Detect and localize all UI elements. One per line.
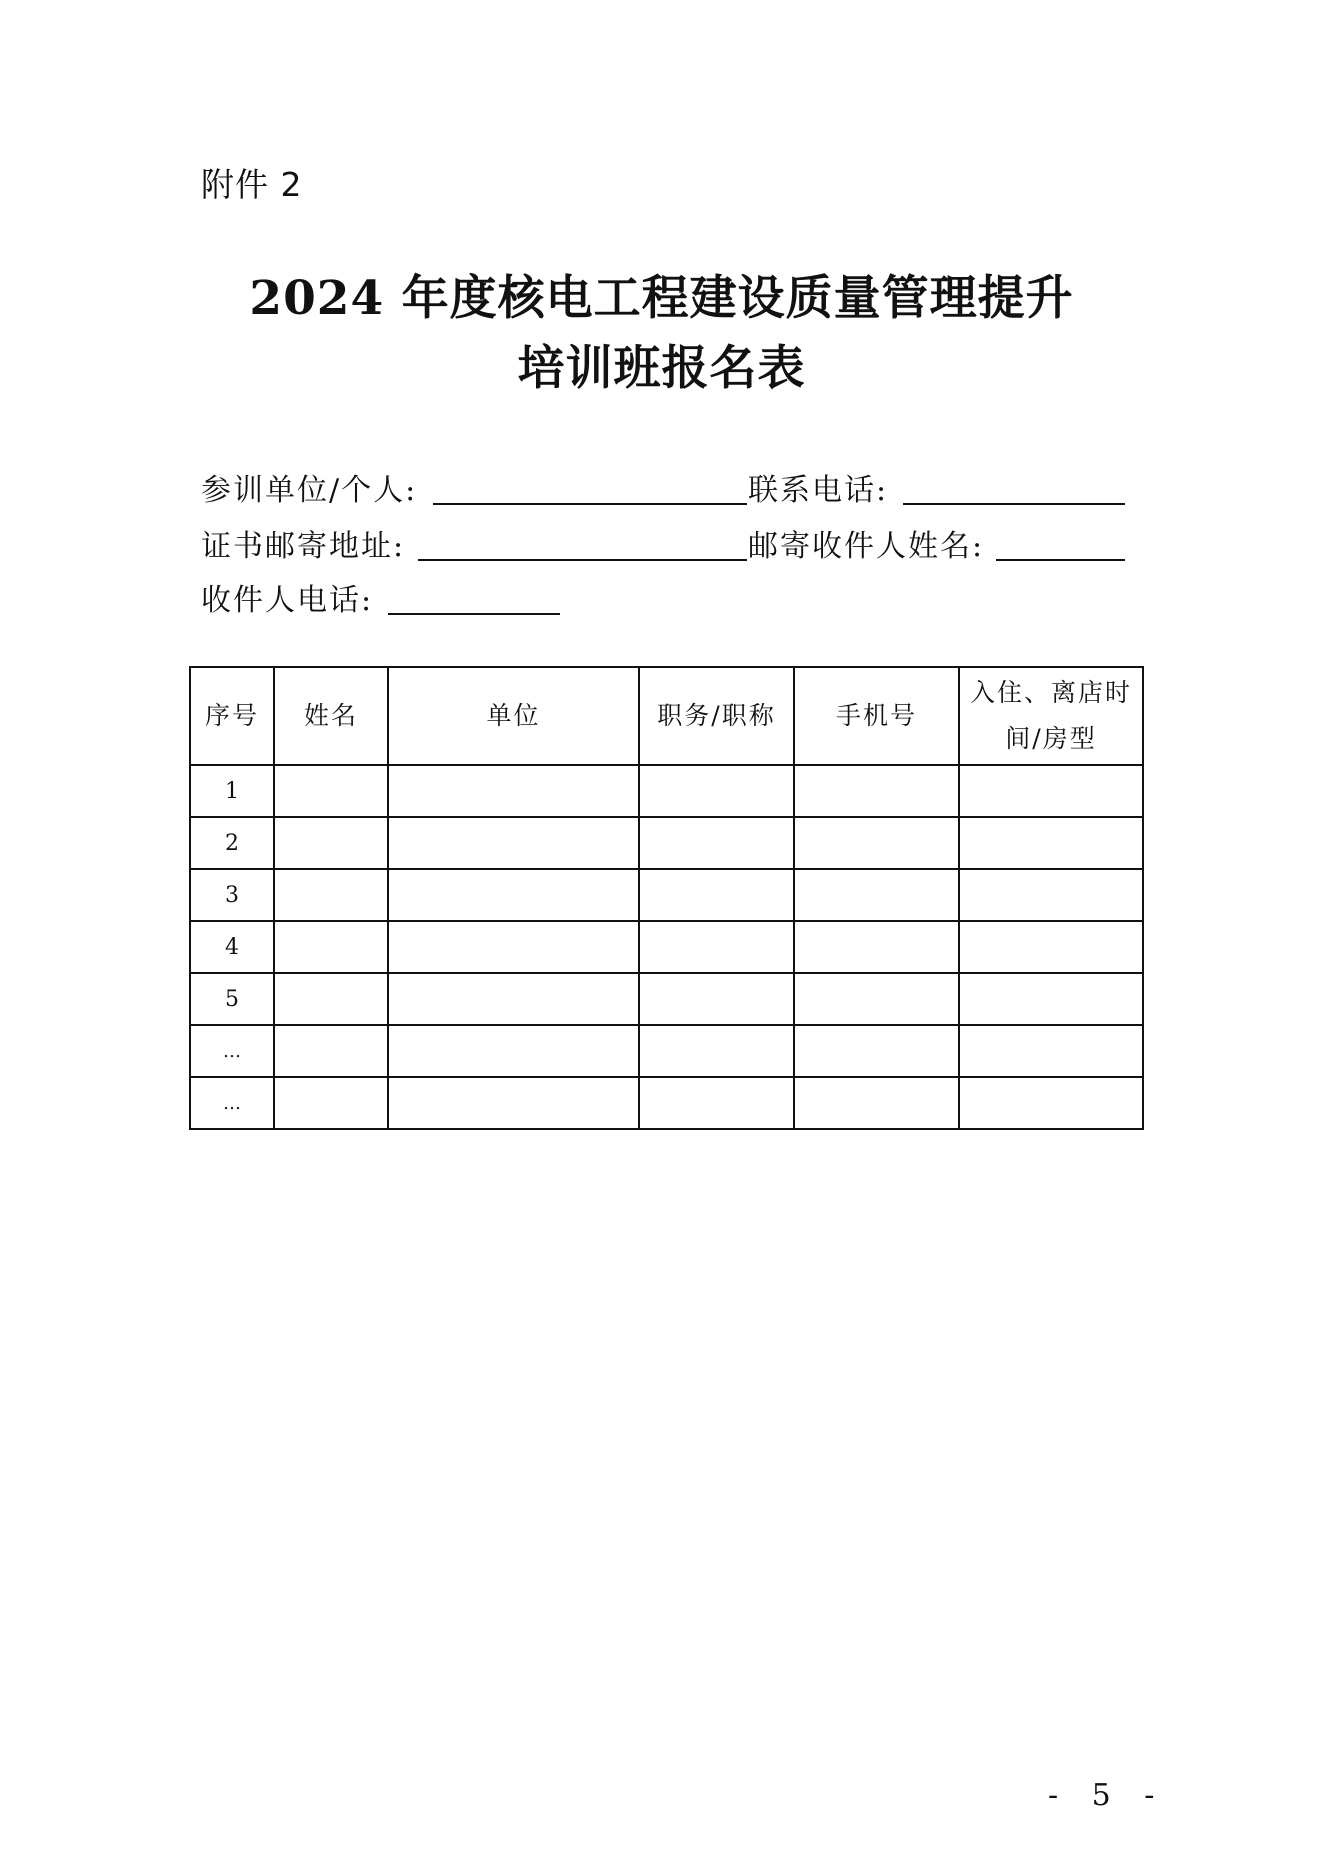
phone-input-line[interactable] xyxy=(903,503,1125,505)
cell-name[interactable] xyxy=(274,869,388,921)
header-name: 姓名 xyxy=(274,667,388,765)
unit-label: 参训单位/个人: xyxy=(201,473,418,508)
table-row xyxy=(190,973,1143,1025)
table-row xyxy=(190,921,1143,973)
recipient-phone-label: 收件人电话: xyxy=(201,583,374,618)
document-subtitle: 培训班报名表 xyxy=(517,341,806,396)
cell-name[interactable] xyxy=(274,1077,388,1129)
cell-mobile[interactable] xyxy=(794,817,959,869)
cell-checkin[interactable] xyxy=(959,869,1143,921)
cell-unit[interactable] xyxy=(388,869,639,921)
cell-name[interactable] xyxy=(274,817,388,869)
row-number: 3 xyxy=(190,869,274,921)
header-checkin: 入住、离店时间/房型 xyxy=(959,667,1143,765)
cell-checkin[interactable] xyxy=(959,765,1143,817)
header-position: 职务/职称 xyxy=(639,667,794,765)
cell-checkin[interactable] xyxy=(959,1077,1143,1129)
phone-label: 联系电话: xyxy=(748,473,889,508)
cell-unit[interactable] xyxy=(388,1077,639,1129)
cell-position[interactable] xyxy=(639,1077,794,1129)
table-row xyxy=(190,1025,1143,1077)
cell-mobile[interactable] xyxy=(794,973,959,1025)
cell-unit[interactable] xyxy=(388,817,639,869)
table-header-row xyxy=(190,667,1143,765)
cell-unit[interactable] xyxy=(388,765,639,817)
row-number: 1 xyxy=(190,765,274,817)
cell-checkin[interactable] xyxy=(959,921,1143,973)
row-number: 2 xyxy=(190,817,274,869)
cell-unit[interactable] xyxy=(388,921,639,973)
registration-table xyxy=(189,666,1144,1130)
row-number: 4 xyxy=(190,921,274,973)
cell-name[interactable] xyxy=(274,921,388,973)
cell-position[interactable] xyxy=(639,1025,794,1077)
row-number: … xyxy=(190,1077,274,1129)
header-unit: 单位 xyxy=(388,667,639,765)
table-row xyxy=(190,869,1143,921)
table-row xyxy=(190,817,1143,869)
cell-position[interactable] xyxy=(639,765,794,817)
cell-name[interactable] xyxy=(274,1025,388,1077)
row-number: … xyxy=(190,1025,274,1077)
cell-name[interactable] xyxy=(274,973,388,1025)
cell-checkin[interactable] xyxy=(959,973,1143,1025)
cell-checkin[interactable] xyxy=(959,817,1143,869)
cell-mobile[interactable] xyxy=(794,1025,959,1077)
cell-unit[interactable] xyxy=(388,1025,639,1077)
cell-mobile[interactable] xyxy=(794,921,959,973)
cell-name[interactable] xyxy=(274,765,388,817)
header-mobile: 手机号 xyxy=(794,667,959,765)
cell-unit[interactable] xyxy=(388,973,639,1025)
cell-mobile[interactable] xyxy=(794,1077,959,1129)
recipient-name-input-line[interactable] xyxy=(996,559,1125,561)
recipient-phone-input-line[interactable] xyxy=(388,613,560,615)
row-number: 5 xyxy=(190,973,274,1025)
cell-checkin[interactable] xyxy=(959,1025,1143,1077)
cell-position[interactable] xyxy=(639,817,794,869)
page-number: - 5 - xyxy=(1048,1778,1167,1813)
table-row xyxy=(190,765,1143,817)
cell-mobile[interactable] xyxy=(794,765,959,817)
recipient-name-label: 邮寄收件人姓名: xyxy=(748,529,985,564)
table-row xyxy=(190,1077,1143,1129)
cell-position[interactable] xyxy=(639,973,794,1025)
cell-mobile[interactable] xyxy=(794,869,959,921)
cell-position[interactable] xyxy=(639,921,794,973)
header-serial: 序号 xyxy=(190,667,274,765)
address-label: 证书邮寄地址: xyxy=(201,529,406,564)
address-input-line[interactable] xyxy=(418,559,747,561)
attachment-label: 附件 2 xyxy=(201,165,303,204)
unit-input-line[interactable] xyxy=(433,503,747,505)
document-title: 2024 年度核电工程建设质量管理提升 xyxy=(249,271,1074,326)
cell-position[interactable] xyxy=(639,869,794,921)
